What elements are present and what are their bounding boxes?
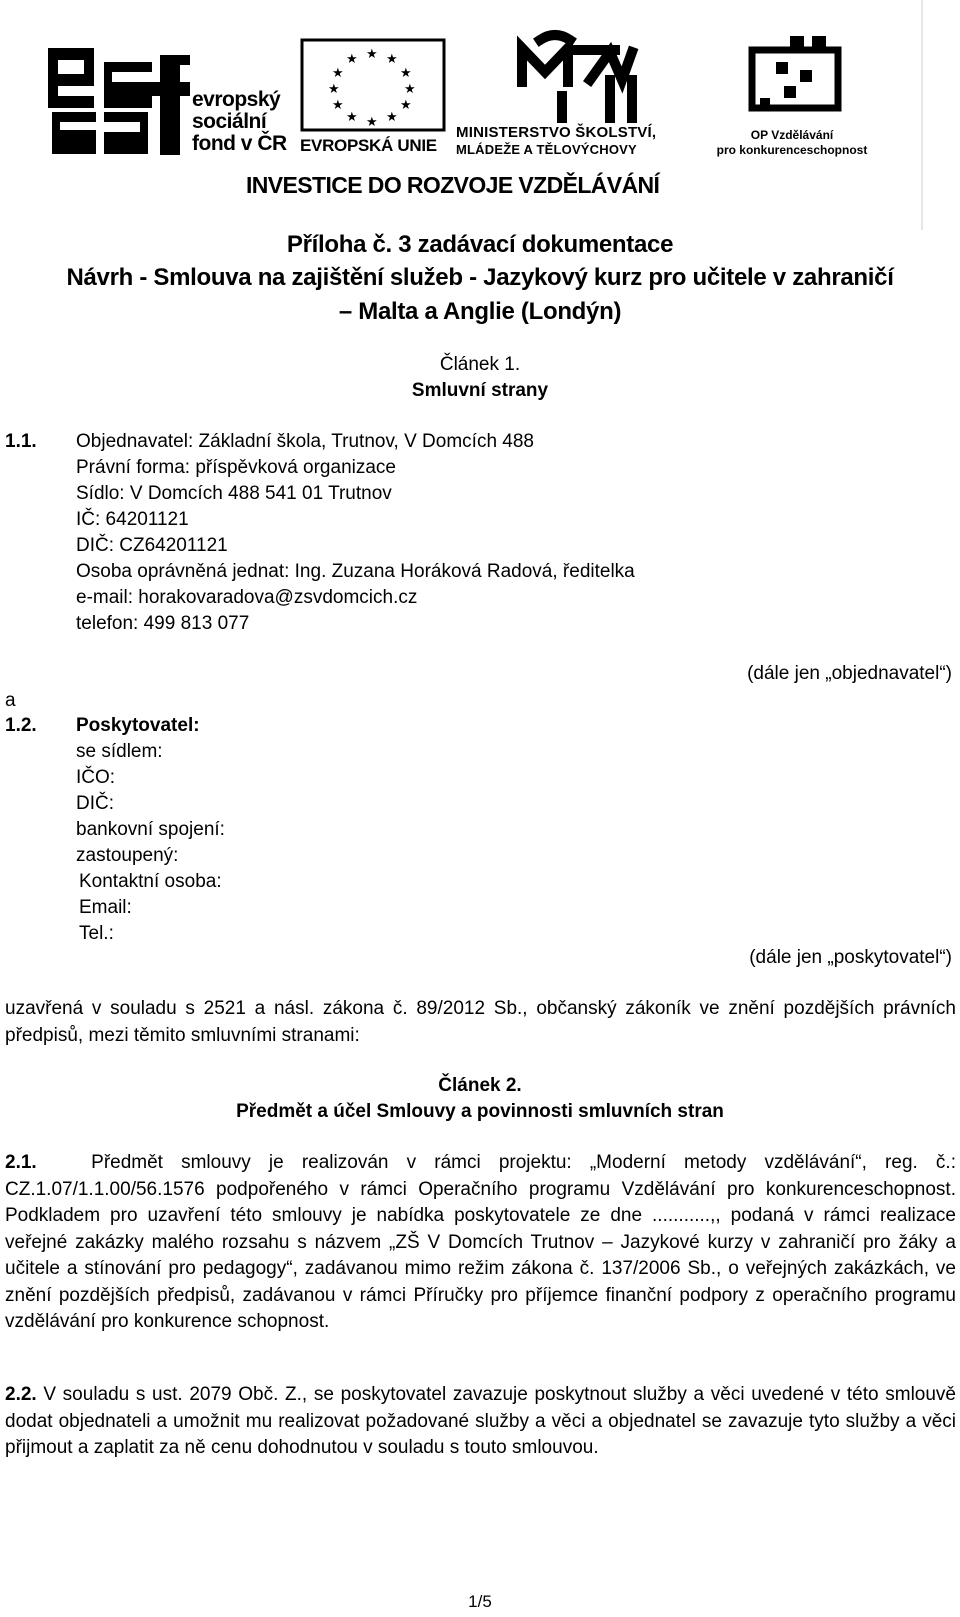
party2-alias: (dále jen „poskytovatel“) [749,947,952,968]
svg-text:★: ★ [332,66,344,81]
party1-line: Právní forma: příspěvková organizace [76,457,396,478]
article2-p1 [5,1150,956,1336]
p1-number: 2.1. [5,1152,37,1173]
party2-label: Poskytovatel: [76,715,200,736]
p2-text: V souladu s ust. 2079 Obč. Z., se poskytovatel zavazuje poskytnout služby a věci uvedené v této smlouvě dodat objednateli a umožnit mu realizovat požadované služby a věci a objednatel se zavazuje tyto služby a věci přijmout a zaplatit za ně cenu dohodnutou v souladu s touto smlouvou. [5,1384,956,1458]
party1-line: e-mail: horakovaradova@zsvdomcich.cz [76,587,418,608]
connector-a: a [5,690,16,711]
article2-heading: Článek 2. [438,1075,522,1096]
op-logo-text [712,128,872,158]
svg-text:★: ★ [346,52,358,67]
esf-line3: fond v ČR [192,132,287,155]
svg-text:★: ★ [386,110,398,125]
page-number: 1/5 [468,1592,492,1611]
slogan: INVESTICE DO ROZVOJE VZDĚLÁVÁNÍ [246,172,660,198]
party1-line: DIČ: CZ64201121 [76,535,228,556]
svg-text:★: ★ [404,82,416,97]
article2-p2 [5,1382,956,1462]
eu-logo-label: EVROPSKÁ UNIE [300,136,437,155]
esf-logo-icon [48,48,190,155]
party2-contact [79,869,222,947]
party2-contact-line: Email: [79,897,132,918]
op-line1: OP Vzdělávání [750,128,834,142]
party1-line: Sídlo: V Domcích 488 541 01 Trutnov [76,483,392,504]
party1-line: Osoba oprávněná jednat: Ing. Zuzana Horáková Radová, ředitelka [76,561,635,582]
svg-text:★: ★ [328,82,340,97]
logo-header [0,0,960,235]
op-logo-icon [752,36,838,108]
esf-line1: evropský [192,88,281,111]
party2-contact-line: Tel.: [79,923,114,944]
title-line1: Příloha č. 3 zadávací dokumentace [286,231,674,258]
article1-subheading: Smluvní strany [411,380,549,401]
party2-details [76,739,225,869]
eu-flag-icon [302,40,444,130]
title-line3: – Malta a Anglie (Londýn) [338,298,622,325]
msmt-logo-text [456,124,656,158]
article1-heading: Článek 1. [439,354,521,375]
logo-graphics [0,0,960,235]
p2-number: 2.2. [5,1384,37,1405]
party2-number: 1.2. [5,715,37,736]
svg-text:★: ★ [366,115,378,130]
svg-text:★: ★ [366,47,378,62]
msmt-line1: MINISTERSTVO ŠKOLSTVÍ, [456,124,657,141]
svg-text:★: ★ [400,98,412,113]
article2-subheading: Předmět a účel Smlouvy a povinnosti smluvních stran [236,1101,724,1122]
op-line2: pro konkurenceschopnost [716,143,868,157]
party1-label: Objednavatel: Základní škola, Trutnov, V Domcích 488 [76,431,534,452]
party2-line: IČO: [76,767,116,788]
party2-line: DIČ: [76,793,114,814]
party1-details [76,455,635,637]
p1-text: Předmět smlouvy je realizován v rámci projektu: „Moderní metody vzdělávání“, reg. č.: CZ.1.07/1.1.00/56.1576 podpořeného v rámci Operačního programu Vzdělávání pro konkurenceschopnost. Podkladem pro uzavření této smlouvy je nabídka poskytovatele ze dne ...........,, podaná v rámci realizace veřejné zakázky malého rozsahu s názvem „ZŠ V Domcích Trutnov – Jazykové kurzy v zahraničí pro žáky a učitele a stínování pro pedagogy“, zadávanou mimo režim zákona č. 137/2006 Sb., o veřejných zakázkách, ve znění pozdějších předpisů, zadávanou v rámci Příručky pro příjemce finanční podpory z operačního programu vzdělávání pro konkurence schopnost. [5,1152,956,1332]
svg-text:★: ★ [386,52,398,67]
article1-closing: uzavřená v souladu s 2521 a násl. zákona č. 89/2012 Sb., občanský zákoník ve znění pozdějších právních předpisů, mezi těmito smluvními stranami: [5,998,956,1046]
esf-logo-text [192,89,287,155]
party1-number: 1.1. [5,431,37,452]
svg-text:★: ★ [332,98,344,113]
msmt-logo-icon [522,35,632,118]
title-line2: Návrh - Smlouva na zajištění služeb - Jazykový kurz pro učitele v zahraničí [66,264,894,291]
party1-alias: (dále jen „objednavatel“) [747,663,952,684]
party1-line: telefon: 499 813 077 [76,613,250,634]
msmt-line2: MLÁDEŽE A TĚLOVÝCHOVY [456,142,637,157]
party2-contact-line: Kontaktní osoba: [79,871,222,892]
esf-line2: sociální [192,110,267,133]
party1-line: IČ: 64201121 [76,509,189,530]
party2-line: zastoupený: [76,845,179,866]
party2-line: se sídlem: [76,741,163,762]
party2-line: bankovní spojení: [76,819,225,840]
svg-text:★: ★ [346,110,358,125]
svg-text:★: ★ [400,66,412,81]
